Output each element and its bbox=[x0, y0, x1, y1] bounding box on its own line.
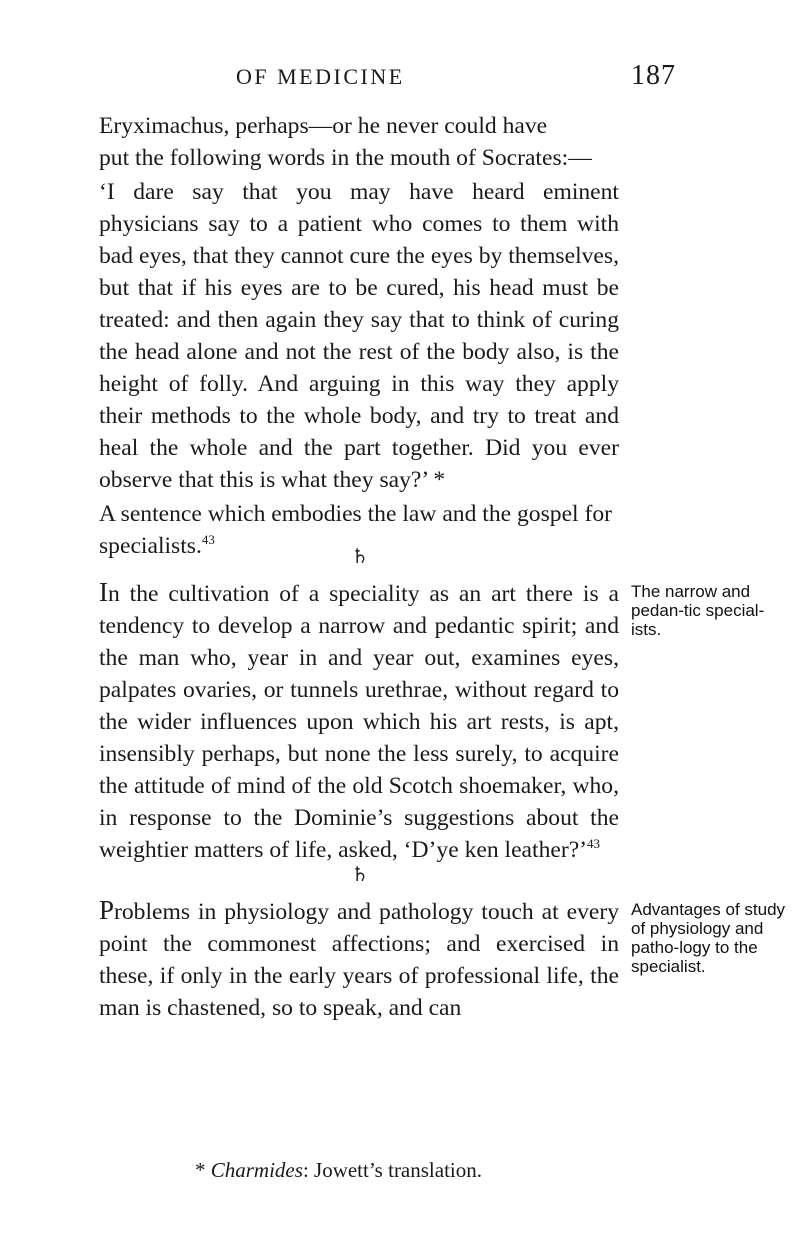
footnote-title: Charmides bbox=[210, 1158, 303, 1182]
reference-number: 43 bbox=[201, 532, 215, 548]
section-separator-icon: ♄ bbox=[351, 864, 369, 886]
quotation-paragraph bbox=[99, 176, 619, 496]
paragraph-speciality bbox=[99, 576, 619, 866]
sentence-text: A sentence which embodies the law and the gospel for specialists. bbox=[99, 501, 613, 559]
paragraph-text: roblems in physiology and pathology touch at every point the commonest affections; and exercised in these, if only in the early years of professional life, the man is chastened, so to speak, and can bbox=[99, 899, 619, 1021]
page-header bbox=[236, 60, 676, 92]
quotation-text: ‘I dare say that you may have heard eminent physicians say to a patient who comes to them with bad eyes, that they cannot cure the eyes by themselves, but that if his eyes are to be cured, his head must be treated: and then again they say that to think of curing the head alone and not the rest of the body also, is the height of folly. And arguing in this way they apply their methods to the whole body, and try to treat and heal the whole and the part together. Did you ever observe that this is what they say?’ bbox=[99, 179, 619, 493]
initial-letter: P bbox=[99, 895, 115, 925]
running-head: OF MEDICINE bbox=[236, 64, 405, 89]
paragraph-line: Eryximachus, perhaps—or he never could have bbox=[99, 113, 548, 139]
paragraph-eryximachus bbox=[99, 110, 619, 174]
paragraph-text: n the cultivation of a speciality as an art there is a tendency to develop a narrow and pedantic spirit; and the man who, year in and year out, examines eyes, palpates ovaries, or tunnels urethrae, without regard to the wider influences upon which his art rests, is apt, insensibly perhaps, but none the less surely, to acquire the attitude of mind of the old Scotch shoemaker, who, in response to the Dominie’s suggestions about the weightier matters of life, asked, ‘D’ye ken leather?’ bbox=[99, 581, 619, 863]
initial-letter: I bbox=[99, 577, 108, 607]
section-separator-icon: ♄ bbox=[351, 546, 369, 568]
paragraph-line: put the following words in the mouth of Socrates:— bbox=[99, 145, 592, 171]
reference-number: 43 bbox=[587, 836, 601, 852]
footnote bbox=[195, 1157, 695, 1183]
footnote-marker: * bbox=[427, 467, 446, 493]
side-note-narrow-specialists: The narrow and pedan-tic special-ists. bbox=[631, 582, 765, 639]
page-number: 187 bbox=[631, 60, 676, 91]
footnote-marker: * bbox=[195, 1158, 206, 1182]
footnote-text: : Jowett’s translation. bbox=[302, 1158, 483, 1182]
paragraph-problems bbox=[99, 894, 619, 1024]
side-note-advantages: Advantages of study of physiology and patho-logy to the specialist. bbox=[631, 900, 786, 976]
